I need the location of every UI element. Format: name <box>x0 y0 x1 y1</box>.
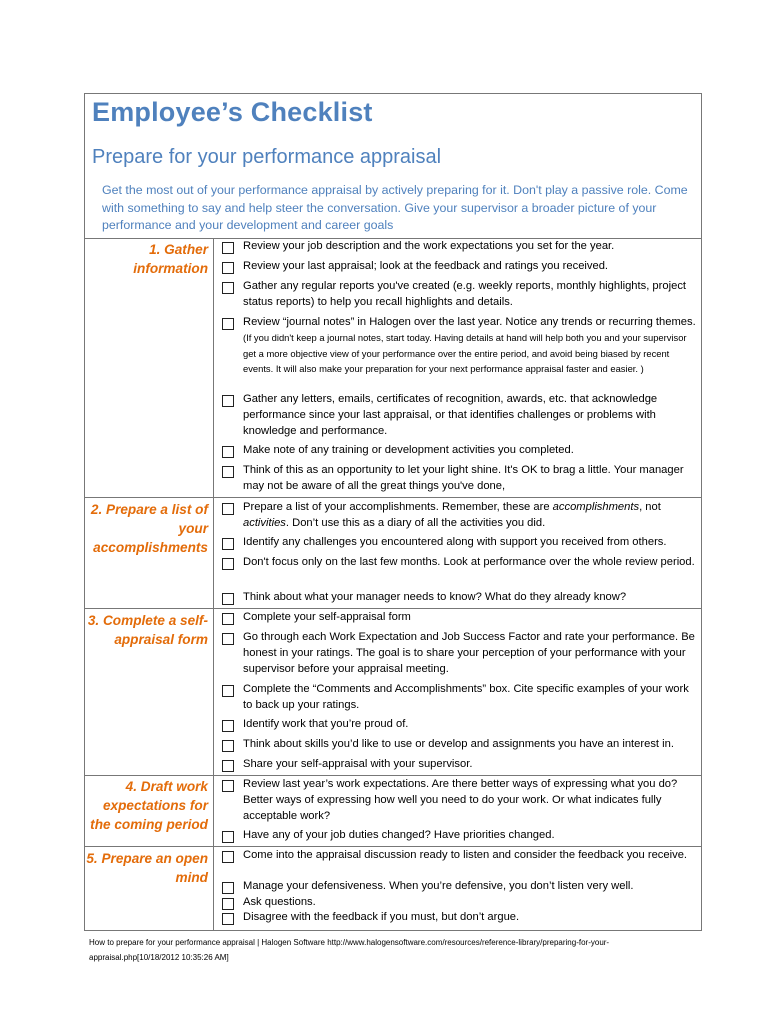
checklist-item: Go through each Work Expectation and Job Success Factor and rate your performance. Be honest in your ratings. The goal is to share your perception of your performance with your supervisor before your appraisal meeting. <box>243 631 695 675</box>
checkbox[interactable] <box>222 446 234 458</box>
checkbox[interactable] <box>222 851 234 863</box>
checklist-item-text: Review “journal notes” in Halogen over the last year. Notice any trends or recurring themes. <box>243 316 696 328</box>
checklist-item <box>243 315 698 378</box>
checklist-item: Think about what your manager needs to know? What do they already know? <box>243 591 627 603</box>
section-label-draft-expectations: 4. Draft work expectations for the coming period <box>90 779 208 832</box>
checklist-item: Identify any challenges you encountered along with support you received from others. <box>243 536 667 548</box>
column-divider <box>213 238 214 931</box>
checkbox[interactable] <box>222 538 234 550</box>
checkbox[interactable] <box>222 558 234 570</box>
checklist-item <box>243 500 698 532</box>
checklist-item: Gather any regular reports you've created (e.g. weekly reports, monthly highlights, project status reports) to help you recall highlights and details. <box>243 280 687 308</box>
checkbox[interactable] <box>222 282 234 294</box>
checklist-item: Think about skills you’d like to use or develop and assignments you have an interest in. <box>243 738 674 750</box>
checklist-item-emphasis: accomplishments <box>552 501 640 513</box>
checklist-item: Identify work that you’re proud of. <box>243 718 409 730</box>
checkbox[interactable] <box>222 395 234 407</box>
checkbox[interactable] <box>222 242 234 254</box>
checklist-item-note: (If you didn't keep a journal notes, start today. Having details at hand will help both you and your supervisor get a more objective view of your performance over the entire period, and avoid being biased by recent events. It will also make your preparation for your next performance appraisal faster and easier. ) <box>243 331 687 375</box>
checklist-item: Come into the appraisal discussion ready to listen and consider the feedback you receive. <box>243 849 688 861</box>
checkbox[interactable] <box>222 262 234 274</box>
section-label-gather: 1. Gather information <box>133 242 208 276</box>
checklist-item-emphasis: activities <box>243 516 286 529</box>
checkbox[interactable] <box>222 898 234 910</box>
checklist-item: Review last year’s work expectations. Are there better ways of expressing what you do? Better ways of expressing how well you need to do your work. Or what indicates fully acceptable work? <box>243 778 678 822</box>
checkbox[interactable] <box>222 831 234 843</box>
checkbox[interactable] <box>222 613 234 625</box>
checkbox[interactable] <box>222 633 234 645</box>
checkbox[interactable] <box>222 593 234 605</box>
checklist-item: Ask questions. <box>243 896 316 908</box>
checkbox[interactable] <box>222 720 234 732</box>
section-label-self-appraisal: 3. Complete a self-appraisal form <box>87 613 208 647</box>
checklist-item: Review your last appraisal; look at the feedback and ratings you received. <box>243 260 609 272</box>
checkbox[interactable] <box>222 503 234 515</box>
intro-paragraph: Get the most out of your performance appraisal by actively preparing for it. Don't play a passive role. Come with something to say and help steer the conversation. Give your supervisor a broader picture of your performance and your development and career goals <box>102 183 688 232</box>
section-divider <box>84 608 702 609</box>
checklist-item: Complete your self-appraisal form <box>243 611 411 623</box>
checklist-item: Complete the “Comments and Accomplishments” box. Cite specific examples of your work to back up your ratings. <box>243 683 689 711</box>
checkbox[interactable] <box>222 318 234 330</box>
checklist-item: Make note of any training or development activities you completed. <box>243 444 574 456</box>
checklist-item: Gather any letters, emails, certificates of recognition, awards, etc. that acknowledge performance since your last appraisal, or that identifies challenges or problems with knowledge and performance. <box>243 393 658 437</box>
page-subtitle: Prepare for your performance appraisal <box>92 146 442 168</box>
checklist-item: Don't focus only on the last few months. Look at performance over the whole review period. <box>243 556 695 568</box>
page-footer: How to prepare for your performance appraisal | Halogen Software http://www.halogensoftware.com/resources/reference-library/preparing-for-your-appraisal.php[10/18/2012 10:35:26 AM] <box>89 938 610 962</box>
checklist-item: Think of this as an opportunity to let your light shine. It's OK to brag a little. Your manager may not be aware of all the great things you've done, <box>243 464 684 492</box>
checkbox[interactable] <box>222 913 234 925</box>
checkbox[interactable] <box>222 780 234 792</box>
section-divider <box>84 846 702 847</box>
checkbox[interactable] <box>222 740 234 752</box>
checklist-item: Manage your defensiveness. When you’re defensive, you don’t listen very well. <box>243 880 634 892</box>
checklist-item-text: Prepare a list of your accomplishments. Remember, these are <box>243 501 553 513</box>
checklist-item-text: , not <box>639 501 661 513</box>
checkbox[interactable] <box>222 466 234 478</box>
checklist-item-text: . Don’t use this as a diary of all the activities you did. <box>285 516 546 529</box>
checkbox[interactable] <box>222 685 234 697</box>
section-label-open-mind: 5. Prepare an open mind <box>86 851 208 885</box>
checkbox[interactable] <box>222 760 234 772</box>
section-divider <box>84 775 702 776</box>
checkbox[interactable] <box>222 882 234 894</box>
section-label-accomplishments: 2. Prepare a list of your accomplishments <box>90 502 208 555</box>
checklist-item: Share your self-appraisal with your supervisor. <box>243 758 473 770</box>
page-title: Employee’s Checklist <box>92 97 373 127</box>
checklist-item: Review your job description and the work expectations you set for the year. <box>243 240 615 252</box>
checklist-item: Have any of your job duties changed? Have priorities changed. <box>243 829 555 841</box>
section-divider <box>84 497 702 498</box>
checklist-item: Disagree with the feedback if you must, but don’t argue. <box>243 911 520 923</box>
